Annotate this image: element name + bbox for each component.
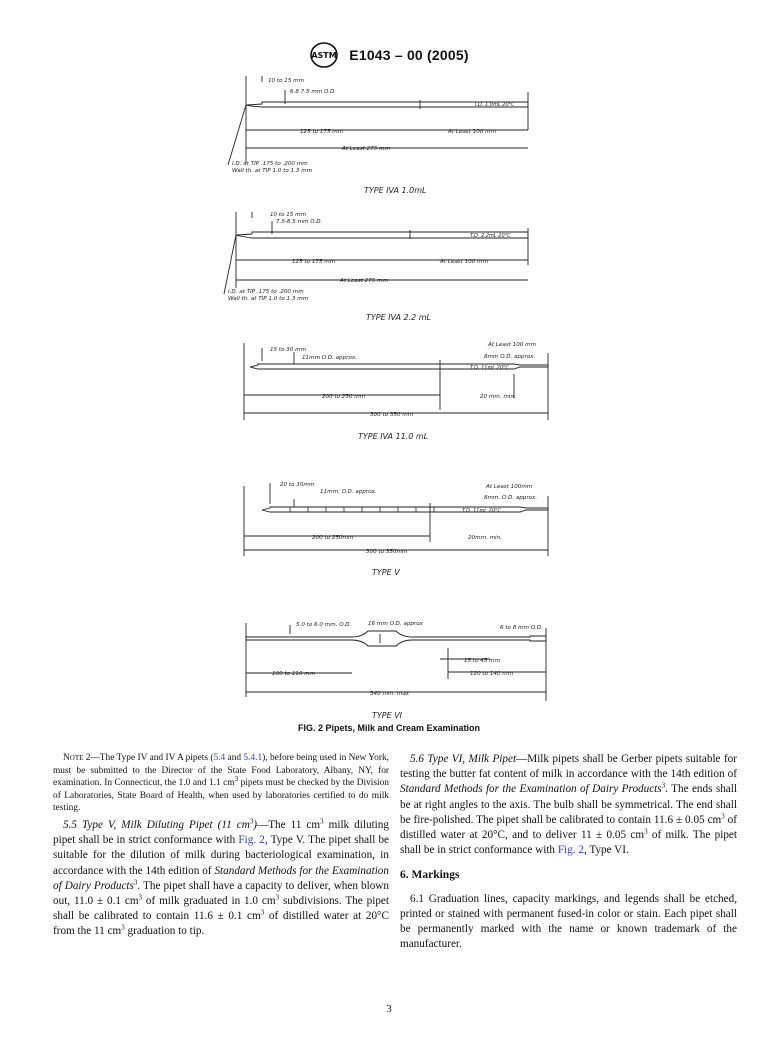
t1-label: TYPE IVA 1.0mL xyxy=(364,186,427,195)
designation: E1043 – 00 (2005) xyxy=(349,47,469,63)
svg-text:ASTM: ASTM xyxy=(311,51,337,60)
pipet-type6 xyxy=(246,623,546,701)
t2-len: 125 to 175 mm xyxy=(292,259,336,265)
t2-tip-note2: Wall th. at TIP 1.0 to 1.3 mm xyxy=(228,296,309,302)
t3-total: 300 to 350 mm xyxy=(370,412,414,418)
figure-caption: FIG. 2 Pipets, Milk and Cream Examination xyxy=(297,723,481,733)
t5-total: 300 to 350mm xyxy=(366,549,408,555)
t3-tip-len: 15 to 30 mm xyxy=(270,347,307,353)
page-header xyxy=(0,42,778,68)
t5-label: TYPE V xyxy=(372,568,400,577)
t1-tip-len: 10 to 15 mm xyxy=(268,78,305,84)
ref-fig-2[interactable]: Fig. 2 xyxy=(238,834,265,847)
t3-label: TYPE IVA 11.0 mL xyxy=(358,432,429,441)
right-column xyxy=(400,752,737,952)
t3-min: 20 mm. min. xyxy=(480,394,516,400)
figure-2 xyxy=(0,68,778,738)
heading-markings: 6. Markings xyxy=(400,869,460,882)
section-5-5: 5.5 Type V, Milk Diluting Pipet (11 $cm^3)—The$ 11 $cm^3$ milk diluting pipet shall be in strict conformance with Fig. 2, Type V. The pipet shall be suitable for the dilution of milk during bacteriological examination, in accordance with the 14th edition of Standard Methods for the Examination of Dairy Products$^3$. The pipet shall have a capacity to deliver, when blown out, 11.0 ± 0.1 $cm^3$ of milk graduated in 1.0 $cm^3$ subdivisions. The pipet shall be calibrated to contain 11.6 ± 0.1 $cm^3$ of distilled water at 20°C from the 11 $cm^3$ graduation to tip. xyxy=(53,817,389,938)
t6-label: TYPE VI xyxy=(372,711,403,720)
t3-td: T.D. 11mL 20°C xyxy=(470,365,510,371)
t5-tip-len: 20 to 30mm xyxy=(280,482,315,488)
t1-tip-note1: I.D. at TIP .175 to .200 mm xyxy=(232,161,308,167)
note-2: Note 2—The Type IV and IV A pipets (5.4 and 5.4.1), before being used in New York, must be submitted to the Director of the State Food Laboratory, Albany, NY, for examination. In Connecticut, the 1.0 and 1.1 $cm^3$ pipets must be checked by the Division of Laboratories, State Board of Health, when used by laboratories certified to do milk testing. xyxy=(53,753,389,814)
t6-len2: 120 to 140 mm xyxy=(470,671,514,677)
t2-least-a: At Least 100 mm xyxy=(440,259,489,265)
t5-od: 11mm. O.D. approx. xyxy=(320,489,377,495)
t6-od1: 5.0 to 6.0 mm. O.D. xyxy=(296,622,352,628)
t1-od: 6.8 7.5 mm O.D. xyxy=(290,89,337,95)
t2-label: TYPE IVA 2.2 mL xyxy=(366,313,432,322)
t5-least: At Least 100mm xyxy=(486,484,533,490)
t2-td: T.D. 2.2mL 20°C xyxy=(470,233,511,239)
t2-od: 7.5-8.5 mm O.D. xyxy=(276,219,323,225)
t2-least-b: At Least 275 mm xyxy=(340,278,389,284)
t6-od3: 6 to 8 mm O.D. xyxy=(500,625,543,631)
t5-min: 20mm. min. xyxy=(468,535,502,541)
t3-least: At Least 100 mm xyxy=(488,342,537,348)
t6-len1: 15 to 45 mm xyxy=(464,658,501,664)
t5-td: T.D. 11mL 20°C xyxy=(462,508,502,514)
t6-total: 340 mm. max xyxy=(370,691,410,697)
t1-td: T.D. 1.0mL 20°C xyxy=(474,102,515,108)
t3-od: 11mm O.D. approx. xyxy=(302,355,357,361)
t1-least-b: At Least 275 mm xyxy=(342,146,391,152)
t1-len: 125 to 175 mm xyxy=(300,129,344,135)
ref-5-4-1[interactable]: 5.4.1 xyxy=(243,753,263,763)
t1-least-a: At Least 100 mm xyxy=(448,129,497,135)
t5-od2: 8mm. O.D. approx. xyxy=(484,495,538,501)
astm-logo xyxy=(309,42,339,68)
t3-len: 200 to 250 mm xyxy=(322,394,366,400)
ref-5-4[interactable]: 5.4 xyxy=(213,753,226,763)
t6-od2: 16 mm O.D. approx xyxy=(368,621,423,627)
section-5-6: 5.6 Type VI, Milk Pipet—Milk pipets shall be Gerber pipets suitable for testing the butter fat content of milk in accordance with the 14th edition of Standard Methods for the Examination of Dairy Products$^3$. The ends shall be at right angles to the axis. The bulb shall be symmetrical. The end shall be fire-polished. The pipet shall be calibrated to contain 11.6 ± 0.05 $cm^3$ of distilled water at 20°C, and to deliver 11 ± 0.05 $cm^3$ of milk. The pipet shall be in strict conformance with Fig. 2, Type VI. xyxy=(400,753,738,857)
t5-len: 200 to 250mm xyxy=(312,535,354,541)
ref-fig-2-b[interactable]: Fig. 2 xyxy=(557,844,584,857)
t2-tip-len: 10 to 15 mm xyxy=(270,212,307,218)
pipet-type5 xyxy=(244,483,548,556)
t2-tip-note1: I.D. at TIP .175 to .200 mm xyxy=(228,289,304,295)
t6-len3: 100 to 110 mm xyxy=(272,671,316,677)
page-number: 3 xyxy=(386,1004,392,1015)
t3-od2: 8mm O.D. approx. xyxy=(484,354,536,360)
pipet-drawings xyxy=(0,68,778,738)
left-column xyxy=(53,752,389,940)
t1-tip-note2: Wall th. at TIP 1.0 to 1.3 mm xyxy=(232,168,313,174)
section-6-1: 6.1 Graduation lines, capacity markings, and legends shall be etched, printed or stained with permanent fused-in color or stain. Each pipet shall be permanently marked with the name or known trademark of the manufacturer. xyxy=(400,892,737,951)
